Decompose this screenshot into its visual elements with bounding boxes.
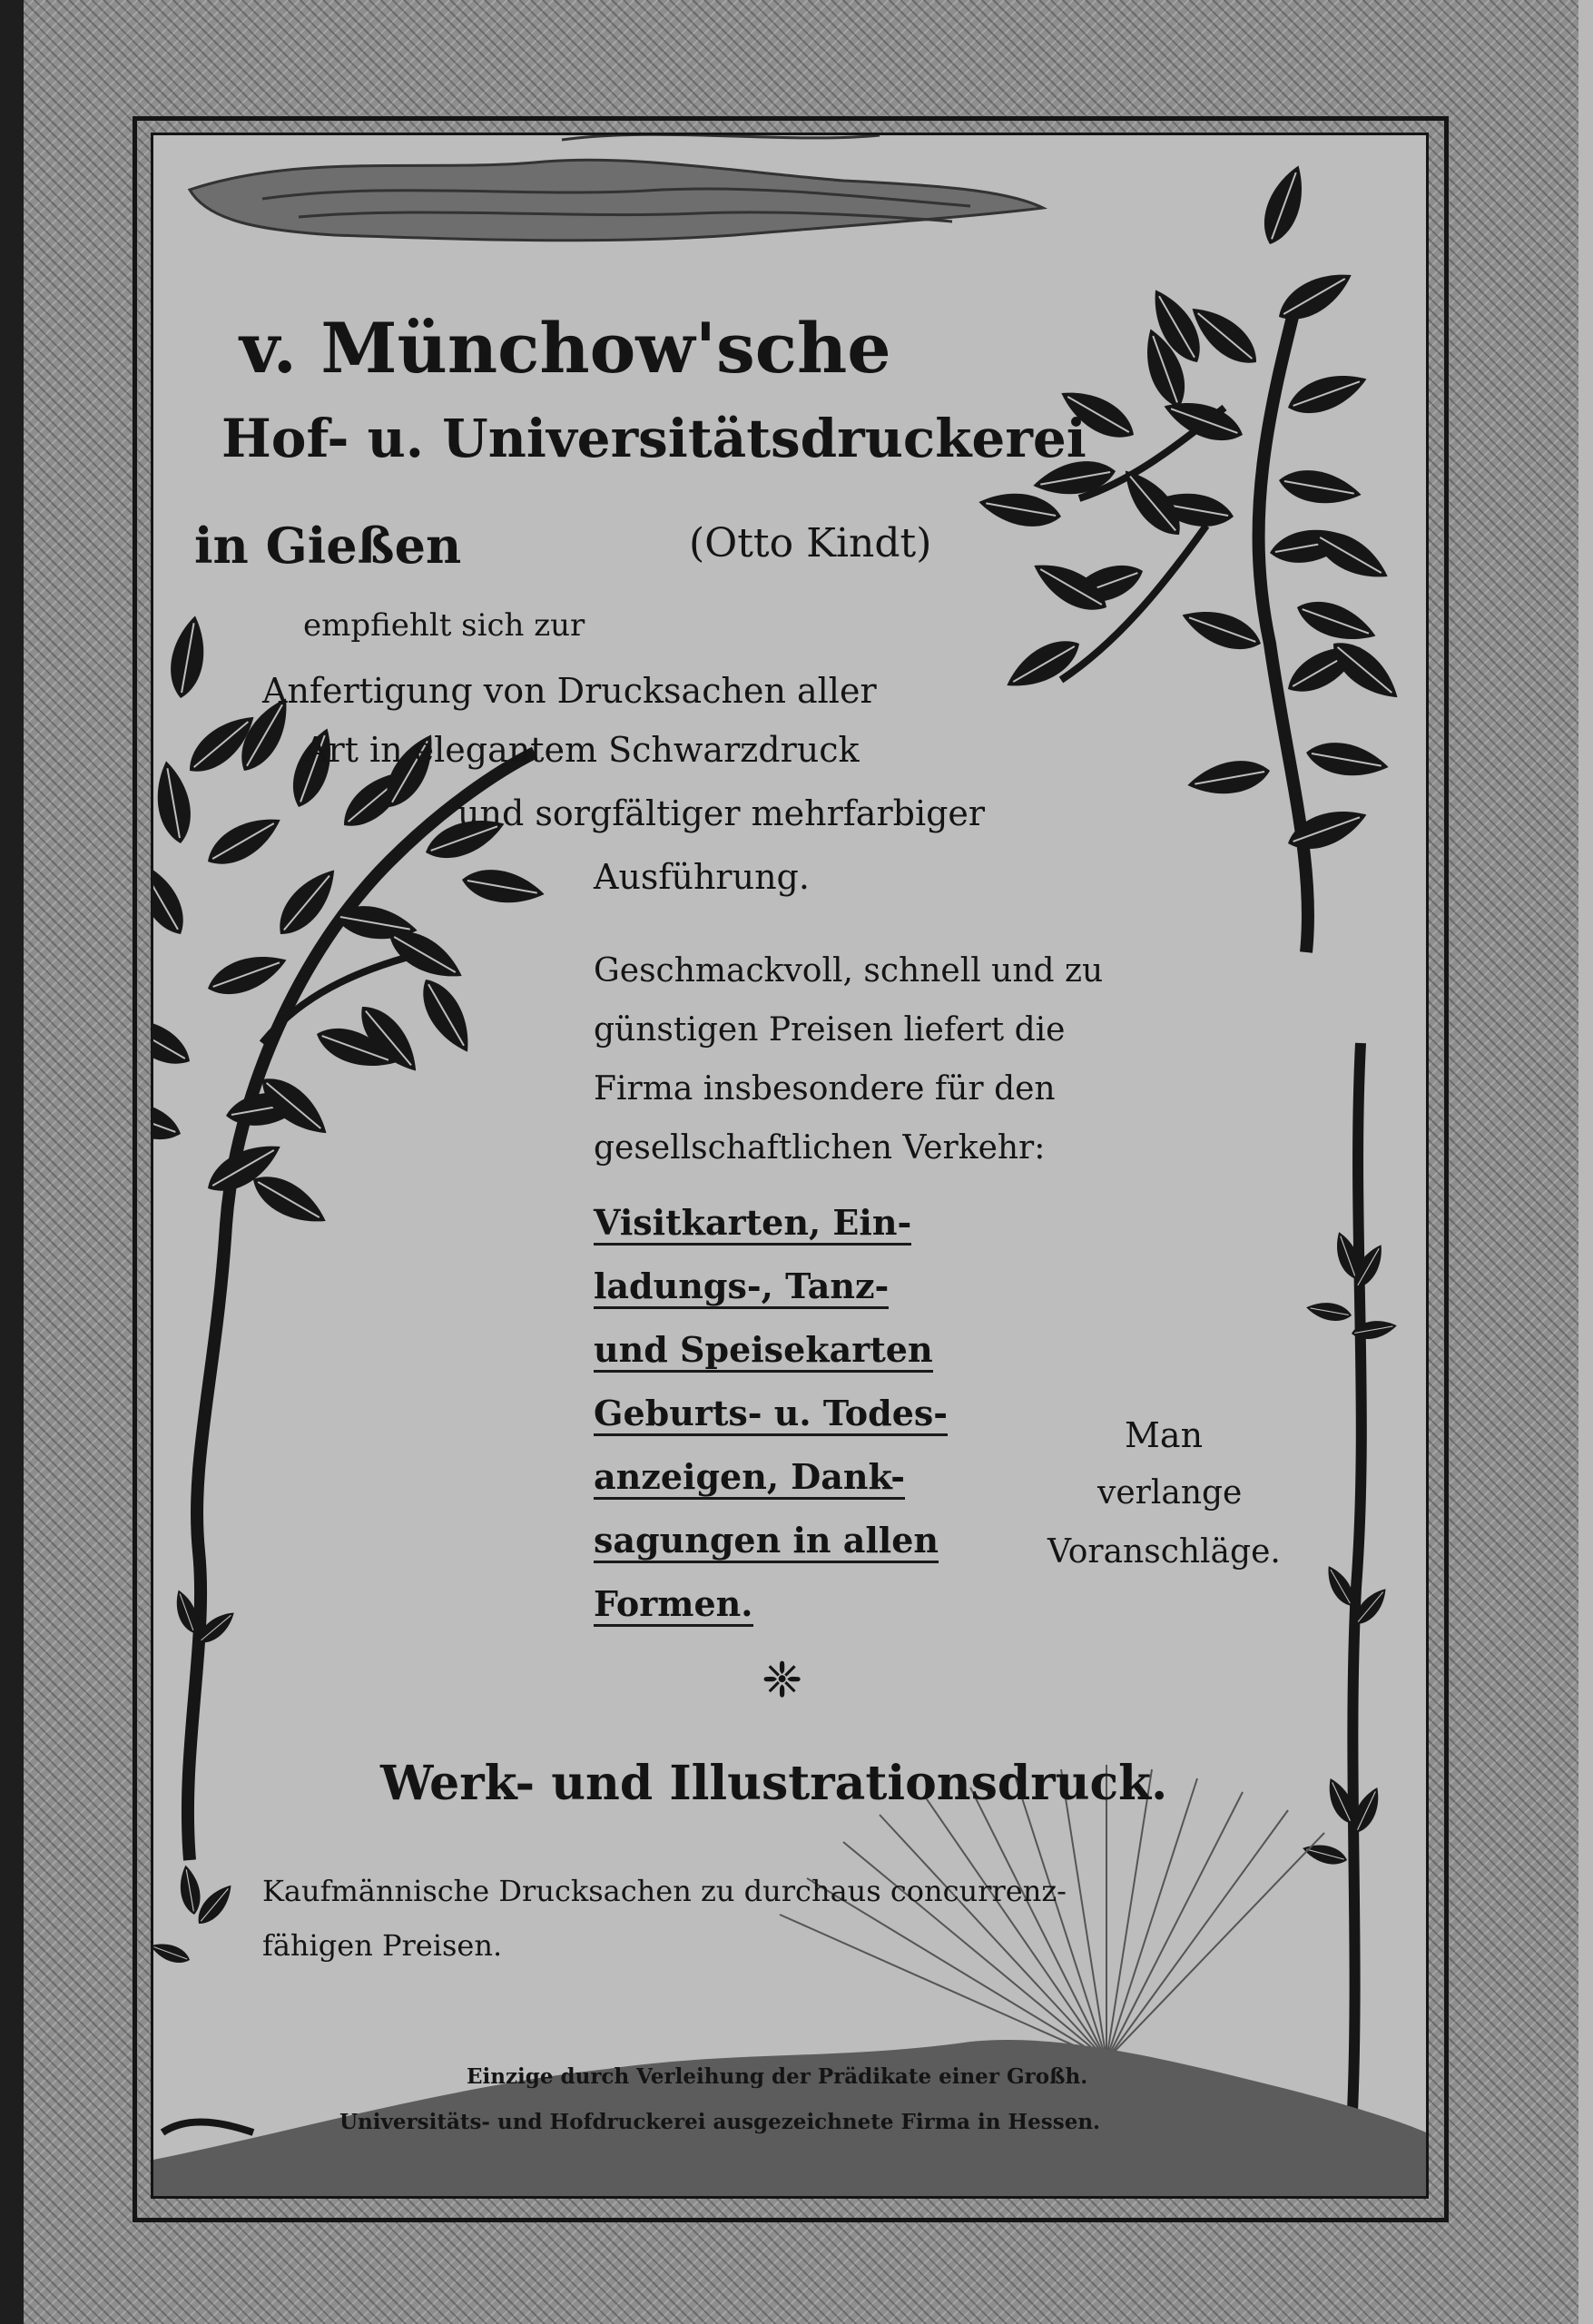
social-line: günstigen Preisen liefert die [594, 1011, 1066, 1049]
social-line: Firma insbesondere für den [594, 1070, 1056, 1108]
services-line: Art in elegantem Schwarzdruck [303, 730, 860, 770]
services-line: und sorgfältiger mehrfarbiger [457, 793, 986, 833]
ornament-glyph: ❈ [762, 1651, 803, 1709]
print-services-heading: Werk- und Illustrationsdruck. [380, 1756, 1168, 1811]
product-line: und Speisekarten [594, 1329, 933, 1373]
commercial-line: Kaufmännische Drucksachen zu durchaus concurrenz- [262, 1874, 1067, 1908]
firm-name: v. Münchow'sche [240, 308, 891, 389]
services-line: Anfertigung von Drucksachen aller [262, 671, 877, 711]
product-line: ladungs-, Tanz- [594, 1265, 889, 1309]
services-line: Ausführung. [594, 857, 810, 897]
product-line: Formen. [594, 1583, 753, 1627]
book-spine-edge [0, 0, 24, 2324]
product-line: Geburts- u. Todes- [594, 1393, 948, 1436]
left-vine-illustration [153, 1587, 253, 2132]
product-line: anzeigen, Dank- [594, 1456, 905, 1500]
firm-owner: (Otto Kindt) [689, 520, 932, 566]
cloud-illustration [190, 135, 1043, 241]
page-edge [1578, 0, 1593, 2324]
right-tree-illustration [976, 161, 1407, 952]
social-line: gesellschaftlichen Verkehr: [594, 1129, 1046, 1167]
distinction-line: Einzige durch Verleihung der Prädikate einer Großh. [467, 2064, 1088, 2089]
product-line: Visitkarten, Ein- [594, 1202, 911, 1246]
social-line: Geschmackvoll, schnell und zu [594, 952, 1104, 990]
intro-text: empfiehlt sich zur [303, 607, 585, 644]
firm-location: in Gießen [194, 517, 462, 575]
estimate-line: Voranschläge. [1047, 1533, 1281, 1571]
estimate-line: verlange [1097, 1474, 1243, 1512]
distinction-line: Universitäts- und Hofdruckerei ausgezeichnete Firma in Hessen. [339, 2110, 1101, 2134]
advertisement-panel [151, 133, 1429, 2199]
firm-type: Hof- u. Universitätsdruckerei [221, 408, 1087, 469]
product-line: sagungen in allen [594, 1520, 939, 1563]
right-vine-illustration [1301, 1043, 1399, 2132]
commercial-line: fähigen Preisen. [262, 1928, 503, 1963]
estimate-line: Man [1125, 1415, 1204, 1455]
